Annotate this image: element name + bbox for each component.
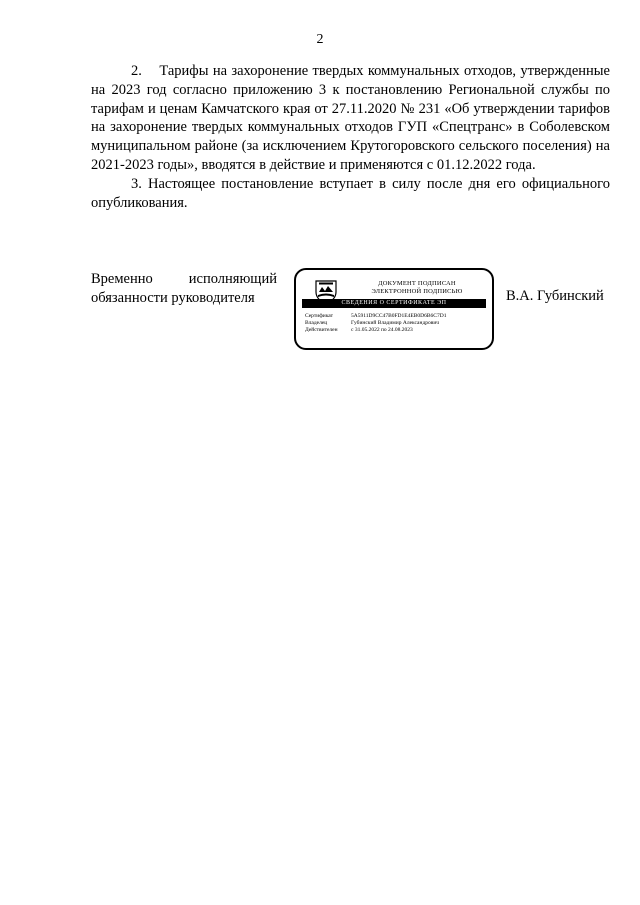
signer-position <box>91 270 277 307</box>
position-line-2: обязанности руководителя <box>91 289 255 306</box>
stamp-row-value: с 31.05.2022 по 24.08.2023 <box>351 327 413 333</box>
stamp-row <box>305 313 446 320</box>
stamp-title-line-1: ДОКУМЕНТ ПОДПИСАН <box>378 280 456 287</box>
stamp-title <box>352 280 482 295</box>
paragraph-3: 3. Настоящее постановление вступает в силу после дня его официального опубликования. <box>91 175 610 211</box>
stamp-row-key: Владелец <box>305 320 328 326</box>
stamp-title-line-2: ЭЛЕКТРОННОЙ ПОДПИСЬЮ <box>371 287 463 295</box>
stamp-row <box>305 327 446 334</box>
signer-name: В.А. Губинский <box>506 288 604 304</box>
paragraph-2: 2. Тарифы на захоронение твердых коммунальных отходов, утвержденные на 2023 год согласно приложению 3 к постановлению Региональной службы по тарифам и ценам Камчатского края от 27.11.2020 № 231 «Об утверждении тарифов на захоронение твердых коммунальных отходов ГУП «Спецтранс» в Соболевском муниципальном районе (за исключением Крутогоровского сельского поселения) на 2021-2023 годы», вводятся в действие и применяются с 01.12.2022 года. <box>91 63 610 173</box>
page-number: 2 <box>316 32 324 47</box>
stamp-row-value: 5A5911D9CC47B0FD1E4EB0D6B6C7D1 <box>351 313 447 319</box>
stamp-row <box>305 320 446 327</box>
stamp-certificate-details <box>305 313 446 334</box>
document-body <box>91 62 610 212</box>
position-word-2: исполняющий <box>188 271 277 287</box>
position-word-1: Временно <box>91 271 153 287</box>
stamp-row-key: Действителен <box>305 327 338 333</box>
stamp-row-key: Сертификат <box>305 313 333 319</box>
stamp-row-value: Губинский Владимир Александрович <box>351 320 440 326</box>
stamp-certificate-band: СВЕДЕНИЯ О СЕРТИФИКАТЕ ЭП <box>302 299 486 308</box>
electronic-signature-stamp <box>294 268 494 350</box>
